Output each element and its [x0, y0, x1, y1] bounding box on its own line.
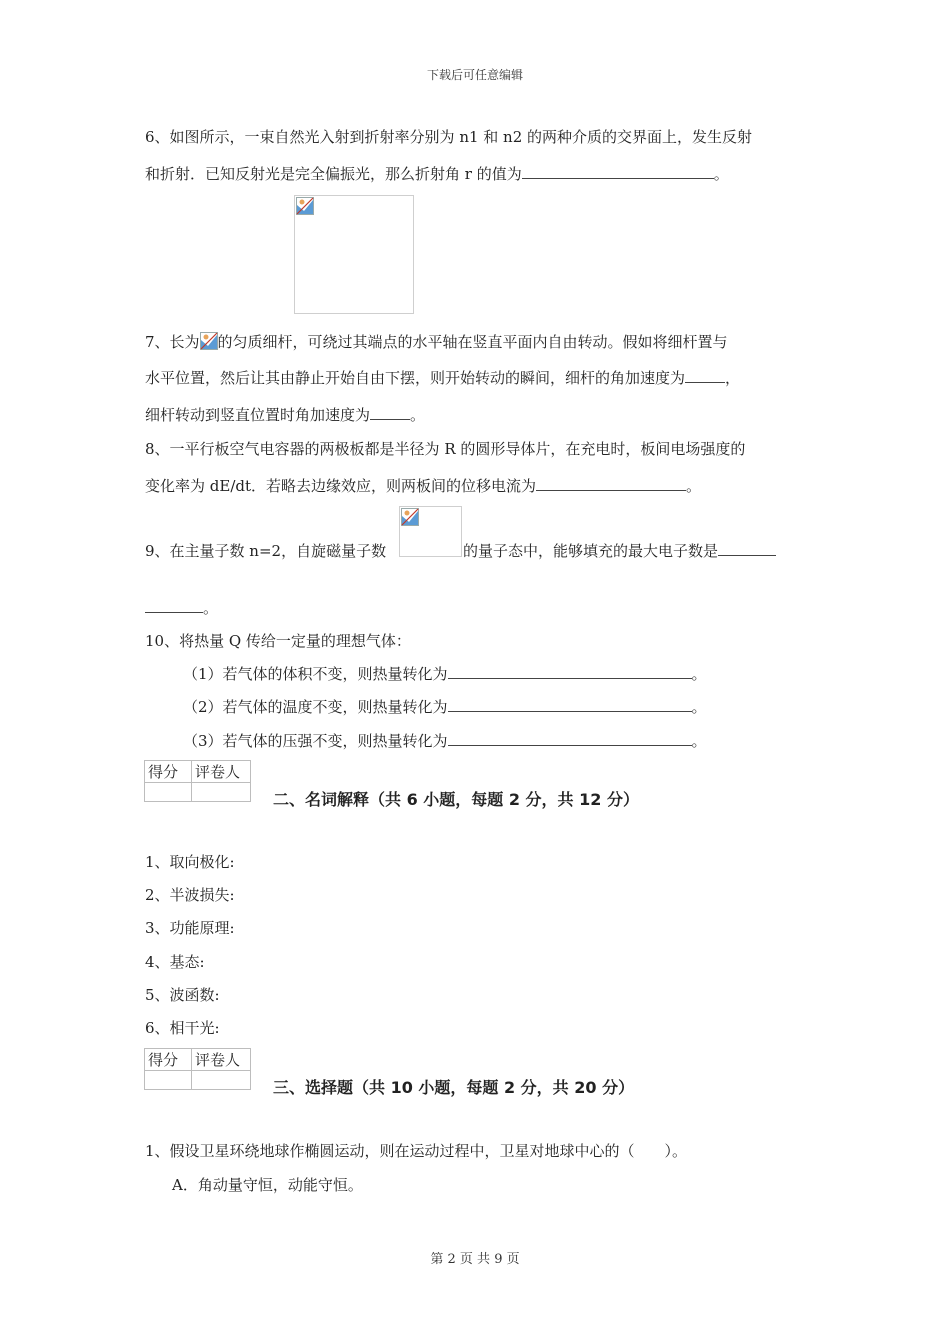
q10-end-3: 。 — [691, 732, 707, 750]
q9-text-b: 的量子态中，能够填充的最大电子数是 — [463, 542, 719, 560]
section2-item: 6、相干光: — [145, 1019, 220, 1037]
q9-blank-part2 — [145, 598, 203, 613]
q8-end: 。 — [686, 477, 702, 495]
q7-text-b: 的匀质细杆，可绕过其端点的水平轴在竖直平面内自由转动。假如将细杆置与 — [217, 333, 728, 351]
section2-item: 2、半波损失: — [145, 886, 235, 904]
q10-blank-2 — [448, 697, 692, 712]
q10-end-1: 。 — [691, 665, 707, 683]
q7-line1 — [145, 331, 728, 353]
q9-formula-placeholder — [399, 506, 462, 557]
q9-end: 。 — [203, 599, 219, 617]
q6-line2 — [145, 163, 729, 185]
q10-sub2-text: （2）若气体的温度不变，则热量转化为 — [183, 698, 448, 716]
score-table-section3 — [144, 1048, 251, 1090]
score-cell — [145, 783, 192, 802]
q10-sub1 — [183, 663, 707, 685]
q10-sub1-text: （1）若气体的体积不变，则热量转化为 — [183, 665, 448, 683]
q10-blank-3 — [448, 731, 692, 746]
q8-answer-blank — [536, 476, 686, 491]
score-label: 得分 — [145, 1049, 192, 1071]
q10-end-2: 。 — [691, 698, 707, 716]
q10-sub3 — [183, 730, 707, 752]
section2-item: 5、波函数: — [145, 986, 220, 1004]
q7-text-2: 水平位置，然后让其由静止开始自由下摆，则开始转动的瞬间，细杆的角加速度为 — [145, 369, 686, 387]
section3-title: 三、选择题（共 10 小题，每题 2 分，共 20 分） — [273, 1078, 635, 1097]
q9-blank-part1 — [718, 541, 776, 556]
broken-image-icon — [200, 332, 218, 350]
q9-line1b — [463, 540, 776, 562]
q8-line2 — [145, 475, 701, 497]
q10-sub2 — [183, 696, 707, 718]
q10-blank-1 — [448, 664, 692, 679]
q7-line2 — [145, 367, 740, 389]
section2-item: 1、取向极化: — [145, 853, 235, 871]
q6-end: 。 — [713, 165, 729, 183]
q10-sub3-text: （3）若气体的压强不变，则热量转化为 — [183, 732, 448, 750]
q10-line1: 10、将热量 Q 传给一定量的理想气体： — [145, 632, 411, 650]
q7-end: 。 — [410, 406, 426, 424]
q8-text: 变化率为 dE/dt．若略去边缘效应，则两板间的位移电流为 — [145, 477, 537, 495]
section2-item: 3、功能原理: — [145, 919, 235, 937]
q9-text-a: 9、在主量子数 n=2，自旋磁量子数 — [145, 542, 387, 560]
section3-q1: 1、假设卫星环绕地球作椭圆运动，则在运动过程中，卫星对地球中心的（ ）。 — [145, 1142, 688, 1160]
page-footer: 第 2 页 共 9 页 — [430, 1252, 520, 1267]
grader-label: 评卷人 — [192, 1049, 251, 1071]
grader-label: 评卷人 — [192, 761, 251, 783]
score-cell — [145, 1071, 192, 1090]
q7-text-3: 细杆转动到竖直位置时角加速度为 — [145, 406, 371, 424]
page-header: 下载后可任意编辑 — [426, 68, 523, 82]
section2-title: 二、名词解释（共 6 小题，每题 2 分，共 12 分） — [273, 790, 639, 809]
q6-answer-blank — [522, 164, 714, 179]
q7-blank-1 — [685, 368, 725, 383]
grader-cell — [192, 783, 251, 802]
q7-blank-2 — [370, 405, 410, 420]
q7-line3 — [145, 404, 425, 426]
section2-item: 4、基态: — [145, 953, 205, 971]
score-table-section2 — [144, 760, 251, 802]
grader-cell — [192, 1071, 251, 1090]
broken-image-icon — [401, 508, 419, 526]
q6-line1: 6、如图所示，一束自然光入射到折射率分别为 n1 和 n2 的两种介质的交界面上，发生反射 — [145, 128, 753, 146]
score-label: 得分 — [145, 761, 192, 783]
q7-text-a: 7、长为 — [145, 333, 200, 351]
q6-figure-placeholder — [294, 195, 414, 314]
broken-image-icon — [296, 197, 314, 215]
section3-q1-option-a: A．角动量守恒，动能守恒。 — [172, 1176, 363, 1194]
q8-line1: 8、一平行板空气电容器的两极板都是半径为 R 的圆形导体片，在充电时，板间电场强度的 — [145, 440, 746, 458]
q6-text: 和折射．已知反射光是完全偏振光，那么折射角 r 的值为 — [145, 165, 522, 183]
q9-line2 — [145, 597, 218, 619]
q7-comma: ， — [725, 369, 741, 387]
